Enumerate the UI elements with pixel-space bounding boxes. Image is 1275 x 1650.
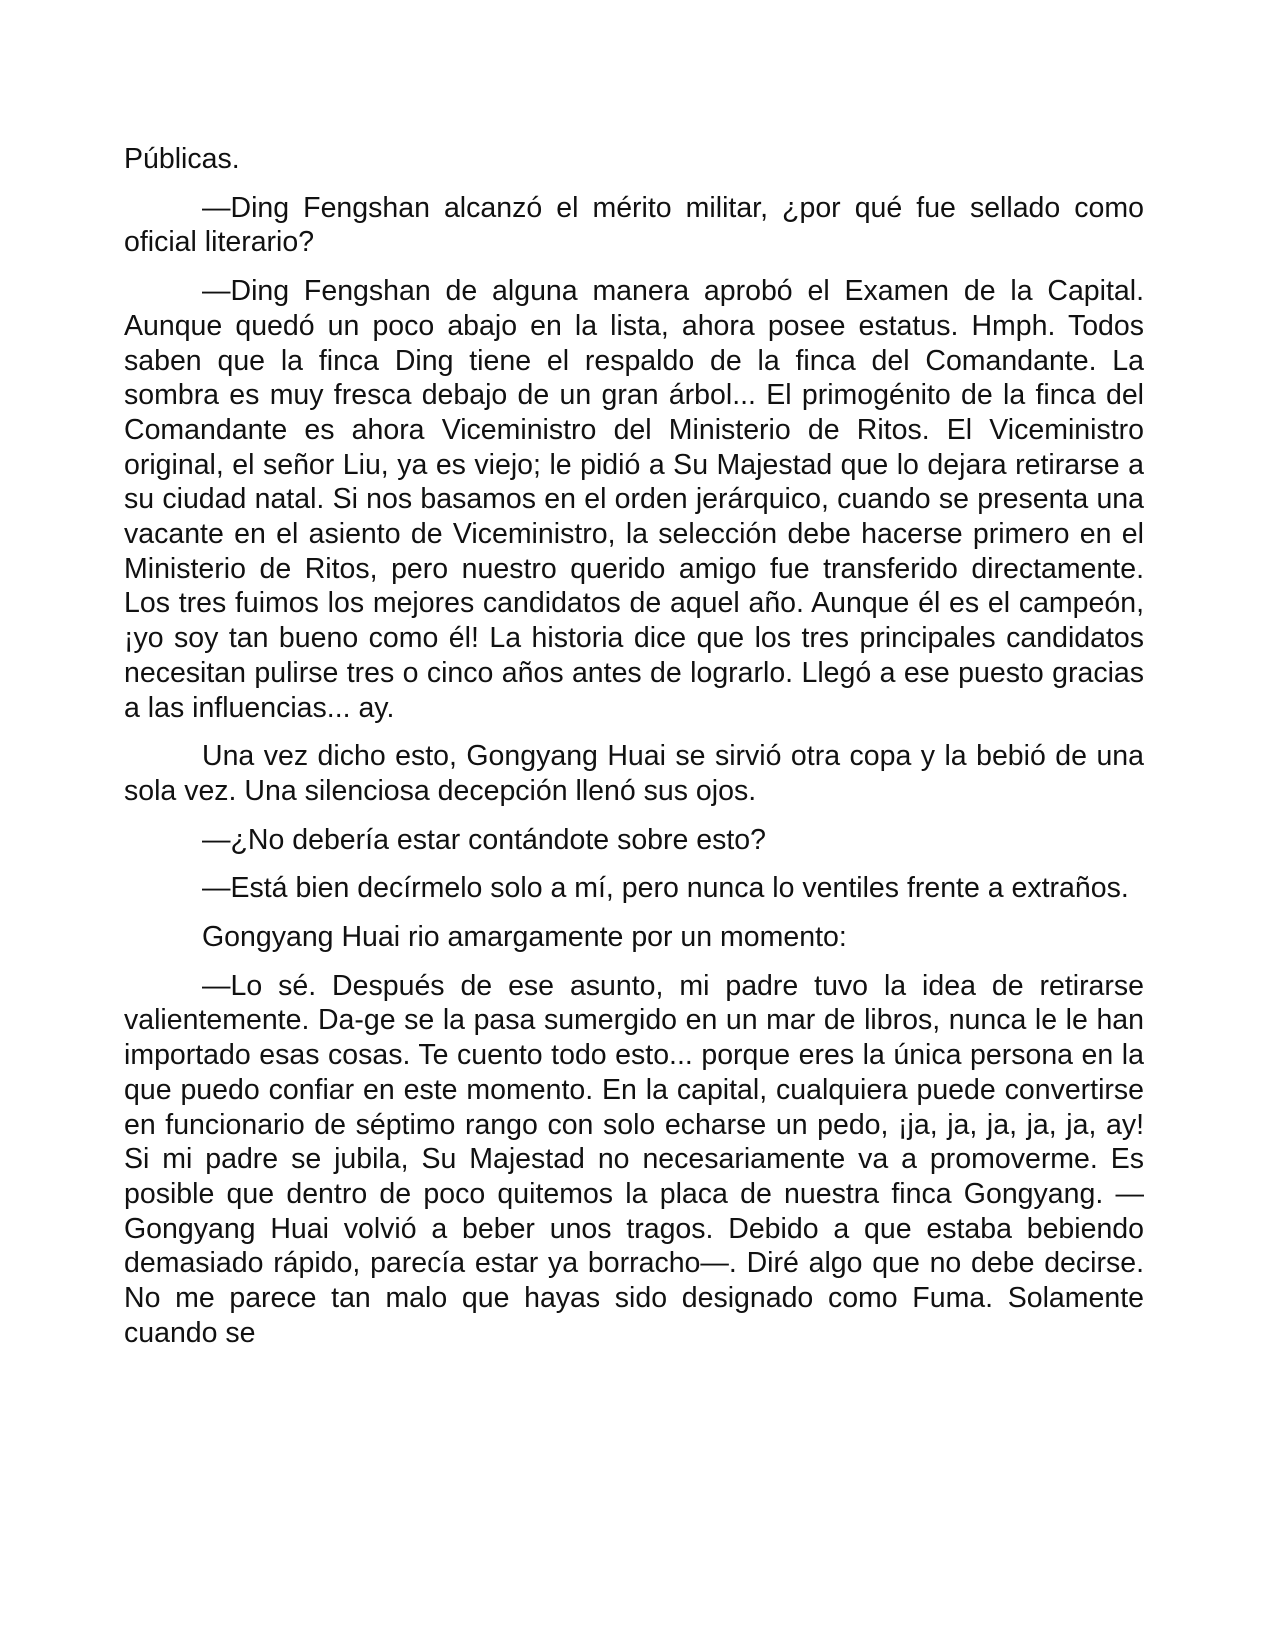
paragraph-dialogue-question: —Ding Fengshan alcanzó el mérito militar, ¿por qué fue sellado como oficial literario? [124, 191, 1144, 259]
paragraph-narration-drink: Una vez dicho esto, Gongyang Huai se sirvió otra copa y la bebió de una sola vez. Una silenciosa decepción llenó sus ojos. [124, 740, 1144, 807]
paragraph-continuation: Públicas. [124, 143, 240, 175]
paragraph-narration-laugh: Gongyang Huai rio amargamente por un momento: [202, 921, 847, 954]
paragraph-dialogue-explanation: —Ding Fengshan de alguna manera aprobó el Examen de la Capital. Aunque quedó un poco abajo en la lista, ahora posee estatus. Hmph. Todos saben que la finca Ding tiene el respaldo de la finca del Comandante. La sombra es muy fresca debajo de un gran árbol... El primogénito de la finca del Comandante es ahora Viceministro del Ministerio de Ritos. El Viceministro original, el señor Liu, ya es viejo; le pidió a Su Majestad que lo dejara retirarse a su ciudad natal. Si nos basamos en el orden jerárquico, cuando se presenta una vacante en el asiento de Viceministro, la selección debe hacerse primero en el Ministerio de Ritos, pero nuestro querido amigo fue transferido directamente. Los tres fuimos los mejores candidatos de aquel año. Aunque él es el campeón, ¡yo soy tan bueno como él! La historia dice que los tres principales candidatos necesitan pulirse tres o cinco años antes de lograrlo. Llegó a ese puesto gracias a las influencias... ay. [124, 275, 1144, 724]
paragraph-dialogue-long: —Lo sé. Después de ese asunto, mi padre tuvo la idea de retirarse valientemente. Da-ge se la pasa sumergido en un mar de libros, nunca le le han importado esas cosas. Te cuento todo esto... porque eres la única persona en la que puedo confiar en este momento. En la capital, cualquiera puede convertirse en funcionario de séptimo rango con solo echarse un pedo, ¡ja, ja, ja, ja, ja, ay! Si mi padre se jubila, Su Majestad no necesariamente va a promoverme. Es posible que dentro de poco quitemos la placa de nuestra finca Gongyang. —Gongyang Huai volvió a beber unos tragos. Debido a que estaba bebiendo demasiado rápido, parecía estar ya borracho—. Diré algo que no debe decirse. No me parece tan malo que hayas sido designado como Fuma. Solamente cuando se [124, 969, 1144, 1349]
paragraph-dialogue-should-not-tell: —¿No debería estar contándote sobre esto? [202, 823, 767, 856]
document-page [124, 142, 1144, 1365]
paragraph-dialogue-reply: —Está bien decírmelo solo a mí, pero nunca lo ventiles frente a extraños. [202, 872, 1129, 905]
